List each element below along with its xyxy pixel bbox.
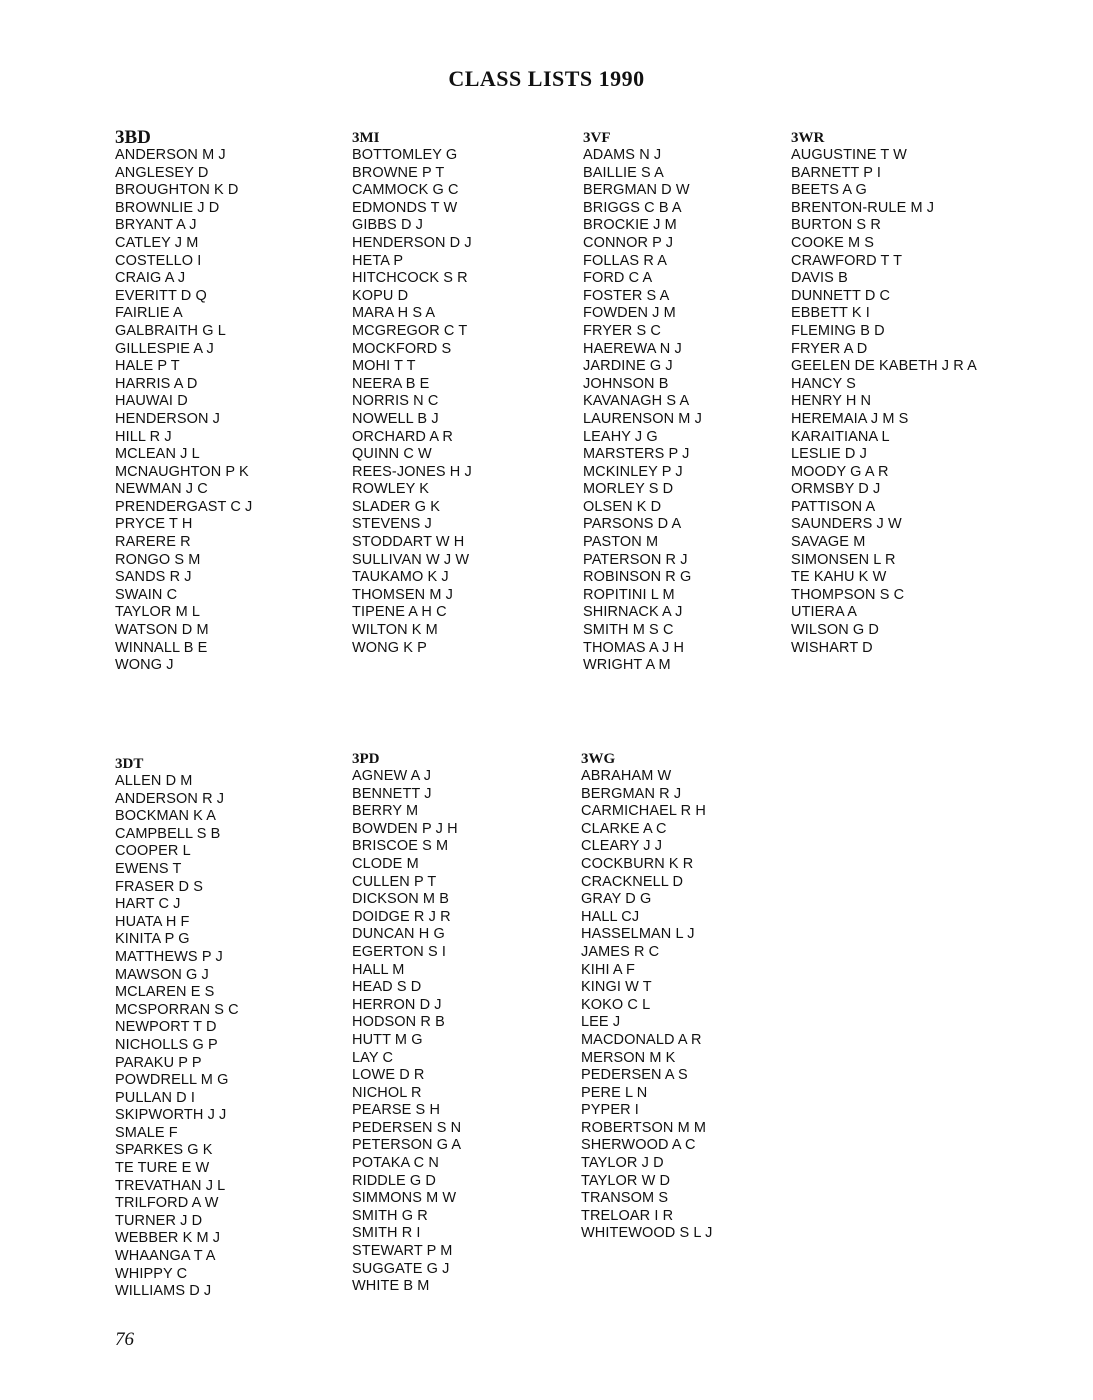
student-name: SMITH R I: [352, 1225, 421, 1242]
student-name: TREVATHAN J L: [115, 1177, 226, 1194]
student-name: MCSPORRAN S C: [115, 1001, 239, 1018]
student-name: JAMES R C: [581, 943, 660, 960]
student-name: TE KAHU K W: [791, 569, 887, 586]
student-name: HUTT M G: [352, 1031, 423, 1048]
student-name-list: [352, 768, 582, 1296]
student-name: LEAHY J G: [583, 428, 658, 445]
student-name: MOCKFORD S: [352, 340, 452, 357]
student-name: ROPITINI L M: [583, 586, 675, 603]
student-name: AUGUSTINE T W: [791, 147, 907, 163]
student-name: DOIDGE R J R: [352, 908, 451, 925]
student-name: SIMMONS M W: [352, 1190, 457, 1207]
student-name: EVERITT D Q: [115, 287, 207, 304]
student-name: WILTON K M: [352, 622, 438, 639]
student-name: REES-JONES H J: [352, 463, 472, 480]
student-name: WHITEWOOD S L J: [581, 1225, 713, 1242]
student-name: HODSON R B: [352, 1014, 445, 1031]
student-name: MOHI T T: [352, 358, 416, 375]
student-name: NORRIS N C: [352, 393, 439, 410]
student-name: COOPER L: [115, 843, 191, 860]
student-name: CAMMOCK G C: [352, 182, 459, 199]
student-name: WEBBER K M J: [115, 1230, 221, 1247]
student-name: DICKSON M B: [352, 891, 449, 908]
student-name: ABRAHAM W: [581, 768, 672, 784]
student-name: NEERA B E: [352, 375, 430, 392]
student-name: BROWNLIE J D: [115, 199, 220, 216]
student-name: WONG J: [115, 657, 174, 674]
student-name: HERRON D J: [352, 996, 442, 1013]
student-name: WONG K P: [352, 639, 427, 656]
student-name: ADAMS N J: [583, 147, 662, 163]
student-name: DUNCAN H G: [352, 926, 445, 943]
student-name: PEDERSEN S N: [352, 1119, 462, 1136]
student-name: HALE P T: [115, 358, 180, 375]
student-name: PRENDERGAST C J: [115, 498, 253, 515]
student-name: GILLESPIE A J: [115, 340, 214, 357]
student-name: CULLEN P T: [352, 873, 437, 890]
class-code: 3WG: [581, 751, 616, 767]
student-name: HARRIS A D: [115, 375, 198, 392]
student-name: MCKINLEY P J: [583, 463, 683, 480]
class-code: 3PD: [352, 751, 380, 767]
student-name: SHIRNACK A J: [583, 604, 683, 621]
student-name-list: [581, 768, 811, 1243]
student-name: ORMSBY D J: [791, 481, 881, 498]
student-name: MORLEY S D: [583, 481, 674, 498]
student-name: COSTELLO I: [115, 252, 202, 269]
student-name: FOSTER S A: [583, 287, 670, 304]
student-name: CLARKE A C: [581, 820, 667, 837]
student-name: WRIGHT A M: [583, 657, 671, 674]
student-name: SANDS R J: [115, 569, 192, 586]
student-name: POTAKA C N: [352, 1155, 439, 1172]
student-name: HUATA H F: [115, 913, 190, 930]
student-name: FLEMING B D: [791, 322, 885, 339]
student-name: WISHART D: [791, 639, 873, 656]
student-name: GIBBS D J: [352, 217, 423, 234]
page-number: 76: [115, 1329, 134, 1350]
student-name: CLEARY J J: [581, 838, 663, 855]
student-name: ROBERTSON M M: [581, 1119, 707, 1136]
student-name: FOWDEN J M: [583, 305, 676, 322]
student-name: JOHNSON B: [583, 375, 669, 392]
student-name: MOODY G A R: [791, 463, 889, 480]
class-code: 3MI: [352, 130, 380, 146]
student-name: BRYANT A J: [115, 217, 197, 234]
student-name: HENRY H N: [791, 393, 872, 410]
student-name: MCGREGOR C T: [352, 322, 468, 339]
student-name: PULLAN D I: [115, 1089, 195, 1106]
student-name: HILL R J: [115, 428, 172, 445]
student-name: BAILLIE S A: [583, 164, 664, 181]
student-name: EBBETT K I: [791, 305, 870, 322]
student-name: HENDERSON J: [115, 410, 221, 427]
student-name: SKIPWORTH J J: [115, 1107, 227, 1124]
student-name: PRYCE T H: [115, 516, 193, 533]
student-name: CLODE M: [352, 855, 419, 872]
student-name: MCNAUGHTON P K: [115, 463, 249, 480]
student-name: EDMONDS T W: [352, 199, 458, 216]
student-name: KARAITIANA L: [791, 428, 890, 445]
student-name: RONGO S M: [115, 551, 201, 568]
student-name: CRACKNELL D: [581, 873, 684, 890]
student-name: BARNETT P I: [791, 164, 882, 181]
student-name: BERRY M: [352, 803, 419, 820]
student-name: PYPER I: [581, 1102, 639, 1119]
student-name: HAEREWA N J: [583, 340, 682, 357]
student-name: KINITA P G: [115, 931, 190, 948]
student-name: CRAIG A J: [115, 270, 186, 287]
student-name: FOLLAS R A: [583, 252, 668, 269]
student-name: SUGGATE G J: [352, 1260, 450, 1277]
student-name: BOWDEN P J H: [352, 820, 458, 837]
student-name: THOMSEN M J: [352, 586, 453, 603]
class-list-3wr: [791, 130, 1021, 657]
student-name: HETA P: [352, 252, 404, 269]
student-name-list: [115, 147, 345, 675]
student-name: WHAANGA T A: [115, 1248, 216, 1265]
student-name: HALL M: [352, 961, 405, 978]
student-name: FRYER A D: [791, 340, 868, 357]
student-name-list: [583, 147, 813, 675]
student-name: CRAWFORD T T: [791, 252, 903, 269]
student-name: PEDERSEN A S: [581, 1067, 688, 1084]
student-name: NEWPORT T D: [115, 1019, 217, 1036]
student-name: FRASER D S: [115, 878, 204, 895]
student-name: TRILFORD A W: [115, 1195, 219, 1212]
student-name: KIHI A F: [581, 961, 635, 978]
student-name: BRIGGS C B A: [583, 199, 682, 216]
student-name: NICHOLLS G P: [115, 1036, 218, 1053]
student-name: MCLEAN J L: [115, 446, 200, 463]
student-name: MAWSON G J: [115, 966, 209, 983]
student-name: ROBINSON R G: [583, 569, 692, 586]
class-code: 3VF: [583, 130, 611, 146]
student-name: SIMONSEN L R: [791, 551, 896, 568]
class-list-3wg: [581, 751, 811, 1243]
student-name: RARERE R: [115, 534, 191, 551]
student-name: BRISCOE S M: [352, 838, 449, 855]
student-name: PARSONS D A: [583, 516, 682, 533]
student-name: BOTTOMLEY G: [352, 147, 458, 163]
student-name: LOWE D R: [352, 1067, 425, 1084]
class-list-3pd: [352, 751, 582, 1296]
student-name: CARMICHAEL R H: [581, 803, 706, 820]
student-name: LAY C: [352, 1049, 394, 1066]
student-name: BRENTON-RULE M J: [791, 199, 935, 216]
page-title: CLASS LISTS 1990: [448, 66, 645, 91]
student-name: CONNOR P J: [583, 234, 674, 251]
student-name: LAURENSON M J: [583, 410, 702, 427]
student-name: BERGMAN R J: [581, 785, 682, 802]
student-name: STEVENS J: [352, 516, 432, 533]
student-name: NICHOL R: [352, 1084, 422, 1101]
student-name: HEAD S D: [352, 979, 422, 996]
student-name: STEWART P M: [352, 1243, 453, 1260]
student-name: HEREMAIA J M S: [791, 410, 909, 427]
student-name: FORD C A: [583, 270, 653, 287]
student-name: PATERSON R J: [583, 551, 688, 568]
student-name: NEWMAN J C: [115, 481, 208, 498]
student-name: OLSEN K D: [583, 498, 662, 515]
student-name: FAIRLIE A: [115, 305, 183, 322]
student-name: AGNEW A J: [352, 768, 432, 784]
student-name: GEELEN DE KABETH J R A: [791, 358, 977, 375]
student-name: ANGLESEY D: [115, 164, 209, 181]
student-name: SAVAGE M: [791, 534, 866, 551]
student-name: BERGMAN D W: [583, 182, 690, 199]
student-name: HANCY S: [791, 375, 856, 392]
student-name: WILSON G D: [791, 622, 880, 639]
class-list-3bd: [115, 127, 345, 675]
student-name: SMITH G R: [352, 1207, 428, 1224]
class-list-3vf: [583, 130, 813, 675]
student-name: SLADER G K: [352, 498, 441, 515]
student-name: WINNALL B E: [115, 639, 208, 656]
student-name: TAYLOR J D: [581, 1155, 664, 1172]
student-name: MCLAREN E S: [115, 984, 215, 1001]
student-name: SMALE F: [115, 1124, 178, 1141]
student-name-list: [115, 773, 345, 1301]
student-name: PASTON M: [583, 534, 659, 551]
student-name: WHITE B M: [352, 1278, 430, 1295]
student-name: PERE L N: [581, 1084, 648, 1101]
student-name: WATSON D M: [115, 622, 209, 639]
student-name: BROUGHTON K D: [115, 182, 239, 199]
student-name: MACDONALD A R: [581, 1031, 702, 1048]
student-name: BEETS A G: [791, 182, 867, 199]
student-name: COOKE M S: [791, 234, 875, 251]
student-name: SMITH M S C: [583, 622, 674, 639]
student-name: LESLIE D J: [791, 446, 867, 463]
student-name: RIDDLE G D: [352, 1172, 436, 1189]
student-name: WILLIAMS D J: [115, 1283, 212, 1300]
student-name: BROWNE P T: [352, 164, 445, 181]
student-name: QUINN C W: [352, 446, 432, 463]
student-name: TRELOAR I R: [581, 1207, 674, 1224]
student-name: KINGI W T: [581, 979, 652, 996]
student-name-list: [352, 147, 582, 657]
student-name: GRAY D G: [581, 891, 652, 908]
student-name: HART C J: [115, 896, 181, 913]
student-name: DAVIS B: [791, 270, 848, 287]
student-name: KOKO C L: [581, 996, 651, 1013]
student-name: TE TURE E W: [115, 1160, 210, 1177]
student-name: ALLEN D M: [115, 773, 193, 789]
student-name: BOCKMAN K A: [115, 808, 217, 825]
student-name: SAUNDERS J W: [791, 516, 902, 533]
student-name: THOMPSON S C: [791, 586, 905, 603]
student-name: BROCKIE J M: [583, 217, 677, 234]
student-name: EGERTON S I: [352, 943, 447, 960]
student-name: HALL CJ: [581, 908, 640, 925]
student-name: WHIPPY C: [115, 1265, 188, 1282]
student-name: HENDERSON D J: [352, 234, 472, 251]
student-name: TIPENE A H C: [352, 604, 447, 621]
student-name-list: [791, 147, 1021, 657]
student-name: SHERWOOD A C: [581, 1137, 696, 1154]
student-name: KOPU D: [352, 287, 409, 304]
student-name: TAYLOR M L: [115, 604, 201, 621]
student-name: PARAKU P P: [115, 1054, 202, 1071]
class-code: 3BD: [115, 127, 151, 148]
student-name: KAVANAGH S A: [583, 393, 690, 410]
class-code: 3DT: [115, 756, 144, 772]
student-name: MERSON M K: [581, 1049, 676, 1066]
student-name: ROWLEY K: [352, 481, 430, 498]
student-name: FRYER S C: [583, 322, 661, 339]
student-name: ANDERSON M J: [115, 147, 226, 163]
student-name: POWDRELL M G: [115, 1072, 229, 1089]
student-name: SPARKES G K: [115, 1142, 213, 1159]
class-code: 3WR: [791, 130, 825, 146]
student-name: HITCHCOCK S R: [352, 270, 468, 287]
student-name: TURNER J D: [115, 1212, 203, 1229]
student-name: DUNNETT D C: [791, 287, 891, 304]
student-name: MATTHEWS P J: [115, 948, 223, 965]
class-list-3dt: [115, 756, 345, 1301]
student-name: STODDART W H: [352, 534, 465, 551]
student-name: BURTON S R: [791, 217, 881, 234]
student-name: TAUKAMO K J: [352, 569, 449, 586]
student-name: PETERSON G A: [352, 1137, 462, 1154]
student-name: EWENS T: [115, 860, 182, 877]
student-name: HAUWAI D: [115, 393, 188, 410]
student-name: NOWELL B J: [352, 410, 439, 427]
student-name: ORCHARD A R: [352, 428, 454, 445]
student-name: JARDINE G J: [583, 358, 673, 375]
student-name: MARSTERS P J: [583, 446, 690, 463]
student-name: BENNETT J: [352, 785, 432, 802]
student-name: TAYLOR W D: [581, 1172, 671, 1189]
student-name: CAMPBELL S B: [115, 825, 221, 842]
student-name: MARA H S A: [352, 305, 436, 322]
student-name: CATLEY J M: [115, 234, 199, 251]
student-name: HASSELMAN L J: [581, 926, 695, 943]
student-name: THOMAS A J H: [583, 639, 685, 656]
student-name: PEARSE S H: [352, 1102, 441, 1119]
student-name: ANDERSON R J: [115, 790, 225, 807]
student-name: SWAIN C: [115, 586, 178, 603]
student-name: COCKBURN K R: [581, 855, 694, 872]
student-name: GALBRAITH G L: [115, 322, 226, 339]
student-name: LEE J: [581, 1014, 621, 1031]
class-list-3mi: [352, 130, 582, 657]
student-name: UTIERA A: [791, 604, 858, 621]
student-name: SULLIVAN W J W: [352, 551, 470, 568]
student-name: PATTISON A: [791, 498, 876, 515]
student-name: TRANSOM S: [581, 1190, 669, 1207]
